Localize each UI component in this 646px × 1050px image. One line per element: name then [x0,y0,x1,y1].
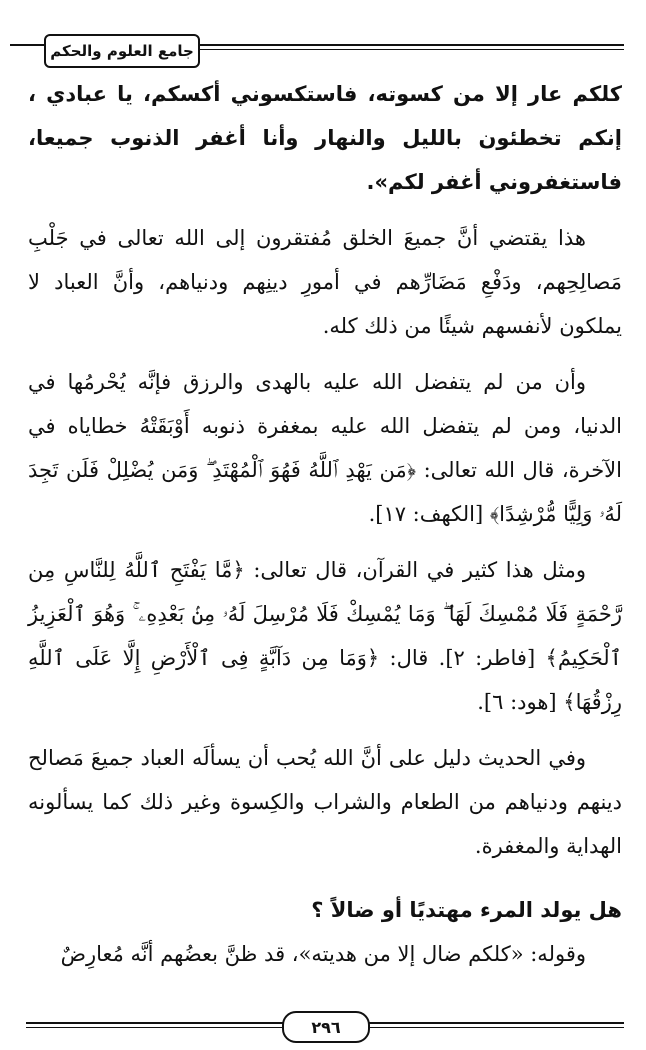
paragraph-needs: هذا يقتضي أنَّ جميعَ الخلق مُفتقرون إلى الله تعالى في جَلْبِ مَصالِحِهم، ودَفْعِ مَضَارِّهم في أمورِ دينِهم ودنياهم، وأنَّ العباد لا يملكون لأنفسهم شيئًا من ذلك كله. [28,226,622,338]
paragraph-asking: وفي الحديث دليل على أنَّ الله يُحب أن يسألَه العباد جميعَ مَصالح دينهم ودنياهم من الطعام والشراب والكِسوة وغير ذلك كما يسألونه الهداية والمغفرة. [28,746,622,858]
page-body [28,72,622,976]
paragraph-guidance: وأن من لم يتفضل الله عليه بالهدى والرزق فإنَّه يُحْرمُها في الدنيا، ومن لم يتفضل الله عليه بمغفرة ذنوبه أَوْبَقَتْهُ خطاياه في الآخرة، قال الله تعالى: ﴿مَن يَهْدِ ٱللَّهُ فَهُوَ ٱلْمُهْتَدِ ۖ وَمَن يُضْلِلْ فَلَن تَجِدَ لَهُۥ وَلِيًّا مُّرْشِدًا﴾ [الكهف: ١٧]. [28,370,622,526]
section-heading: هل يولد المرء مهتديًا أو ضالاً ؟ [311,898,622,922]
paragraph-quran: ومثل هذا كثير في القرآن، قال تعالى: ﴿مَّا يَفْتَحِ ٱللَّهُ لِلنَّاسِ مِن رَّحْمَةٍ فَلَا مُمْسِكَ لَهَا ۖ وَمَا يُمْسِكْ فَلَا مُرْسِلَ لَهُۥ مِنۢ بَعْدِهِۦ ۚ وَهُوَ ٱلْعَزِيزُ ٱلْحَكِيمُ﴾ [فاطر: ٢]. قال: ﴿وَمَا مِن دَآبَّةٍ فِى ٱلْأَرْضِ إِلَّا عَلَى ٱللَّهِ رِزْقُهَا﴾ [هود: ٦]. [28,558,622,714]
page-number: ٢٩٦ [282,1011,370,1043]
paragraph-hadith-end: كلكم عار إلا من كسوته، فاستكسوني أكسكم، يا عبادي ، إنكم تخطئون بالليل والنهار وأنا أغفر الذنوب جميعا، فاستغفروني أغفر لكم». [28,82,622,194]
paragraph-misguided: وقوله: «كلكم ضال إلا من هديته»، قد ظنَّ بعضُهم أنَّه مُعارِضٌ [60,942,586,966]
header-rule-right [198,44,624,46]
header-rule-right-thin [198,49,624,50]
running-header-title: جامع العلوم والحكم [44,34,200,68]
